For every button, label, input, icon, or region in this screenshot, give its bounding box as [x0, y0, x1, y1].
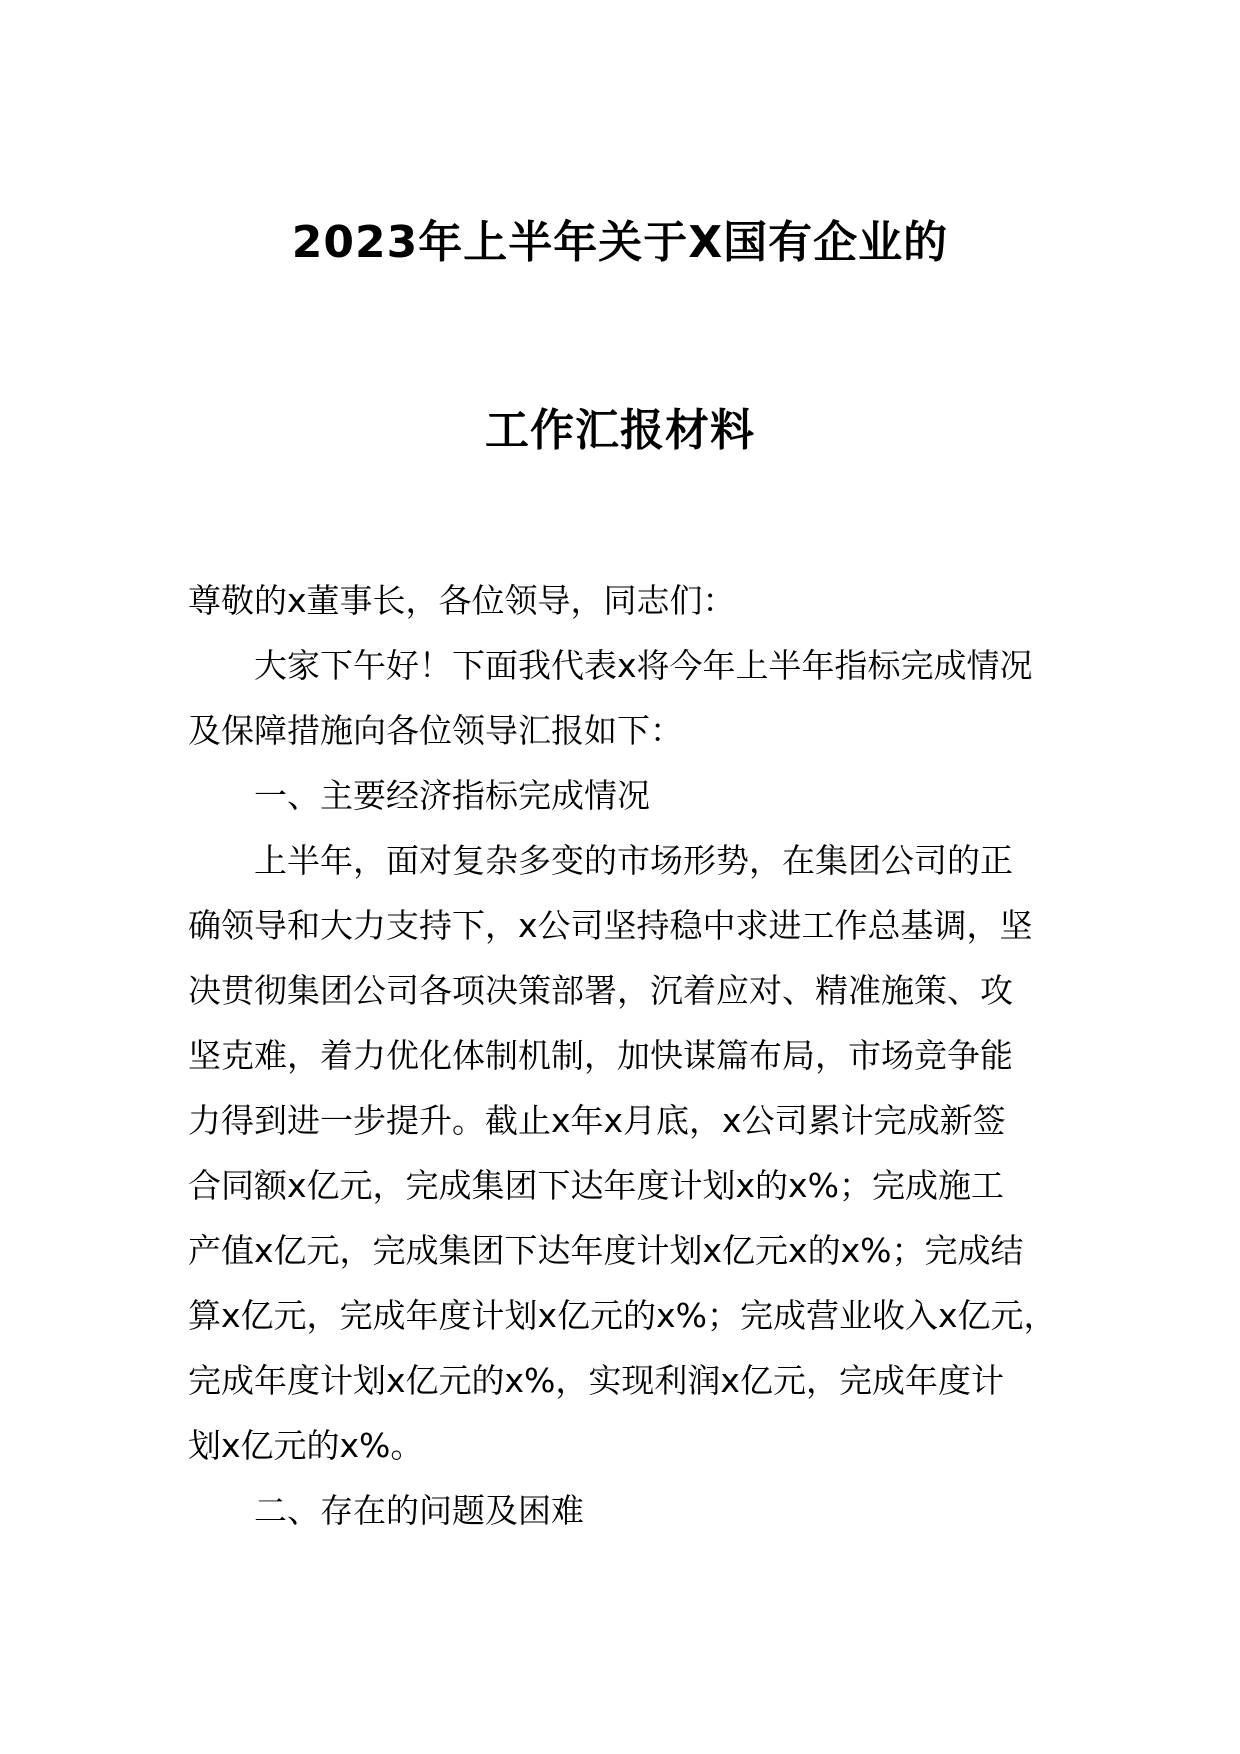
paragraph-line: 坚克难，着力优化体制机制，加快谋篇布局，市场竞争能 [188, 1036, 1013, 1075]
document-title-line-1: 2023年上半年关于X国有企业的 [291, 217, 949, 268]
paragraph-line: 确领导和大力支持下，x公司坚持稳中求进工作总基调，坚 [188, 906, 1033, 945]
section-heading: 一、主要经济指标完成情况 [254, 776, 650, 815]
salutation: 尊敬的x董事长，各位领导，同志们： [188, 581, 736, 620]
paragraph-line: 及保障措施向各位领导汇报如下： [188, 711, 683, 750]
paragraph-line: 合同额x亿元，完成集团下达年度计划x的x%；完成施工 [188, 1166, 1004, 1205]
paragraph-line: 划x亿元的x%。 [188, 1426, 424, 1465]
paragraph-line: 完成年度计划x亿元的x%，实现利润x亿元，完成年度计 [188, 1361, 1004, 1400]
document-title-line-2: 工作汇报材料 [485, 405, 755, 456]
paragraph-line: 算x亿元，完成年度计划x亿元的x%；完成营业收入x亿元， [188, 1296, 1057, 1335]
paragraph-line: 上半年，面对复杂多变的市场形势，在集团公司的正 [254, 841, 1013, 880]
document-body [188, 568, 1068, 1543]
section-heading: 二、存在的问题及困难 [254, 1491, 584, 1530]
paragraph-line: 决贯彻集团公司各项决策部署，沉着应对、精准施策、攻 [188, 971, 1013, 1010]
paragraph-line: 产值x亿元，完成集团下达年度计划x亿元x的x%；完成结 [188, 1231, 1024, 1270]
paragraph-line: 力得到进一步提升。截止x年x月底，x公司累计完成新签 [188, 1101, 1006, 1140]
paragraph-line: 大家下午好！下面我代表x将今年上半年指标完成情况 [254, 646, 1033, 685]
